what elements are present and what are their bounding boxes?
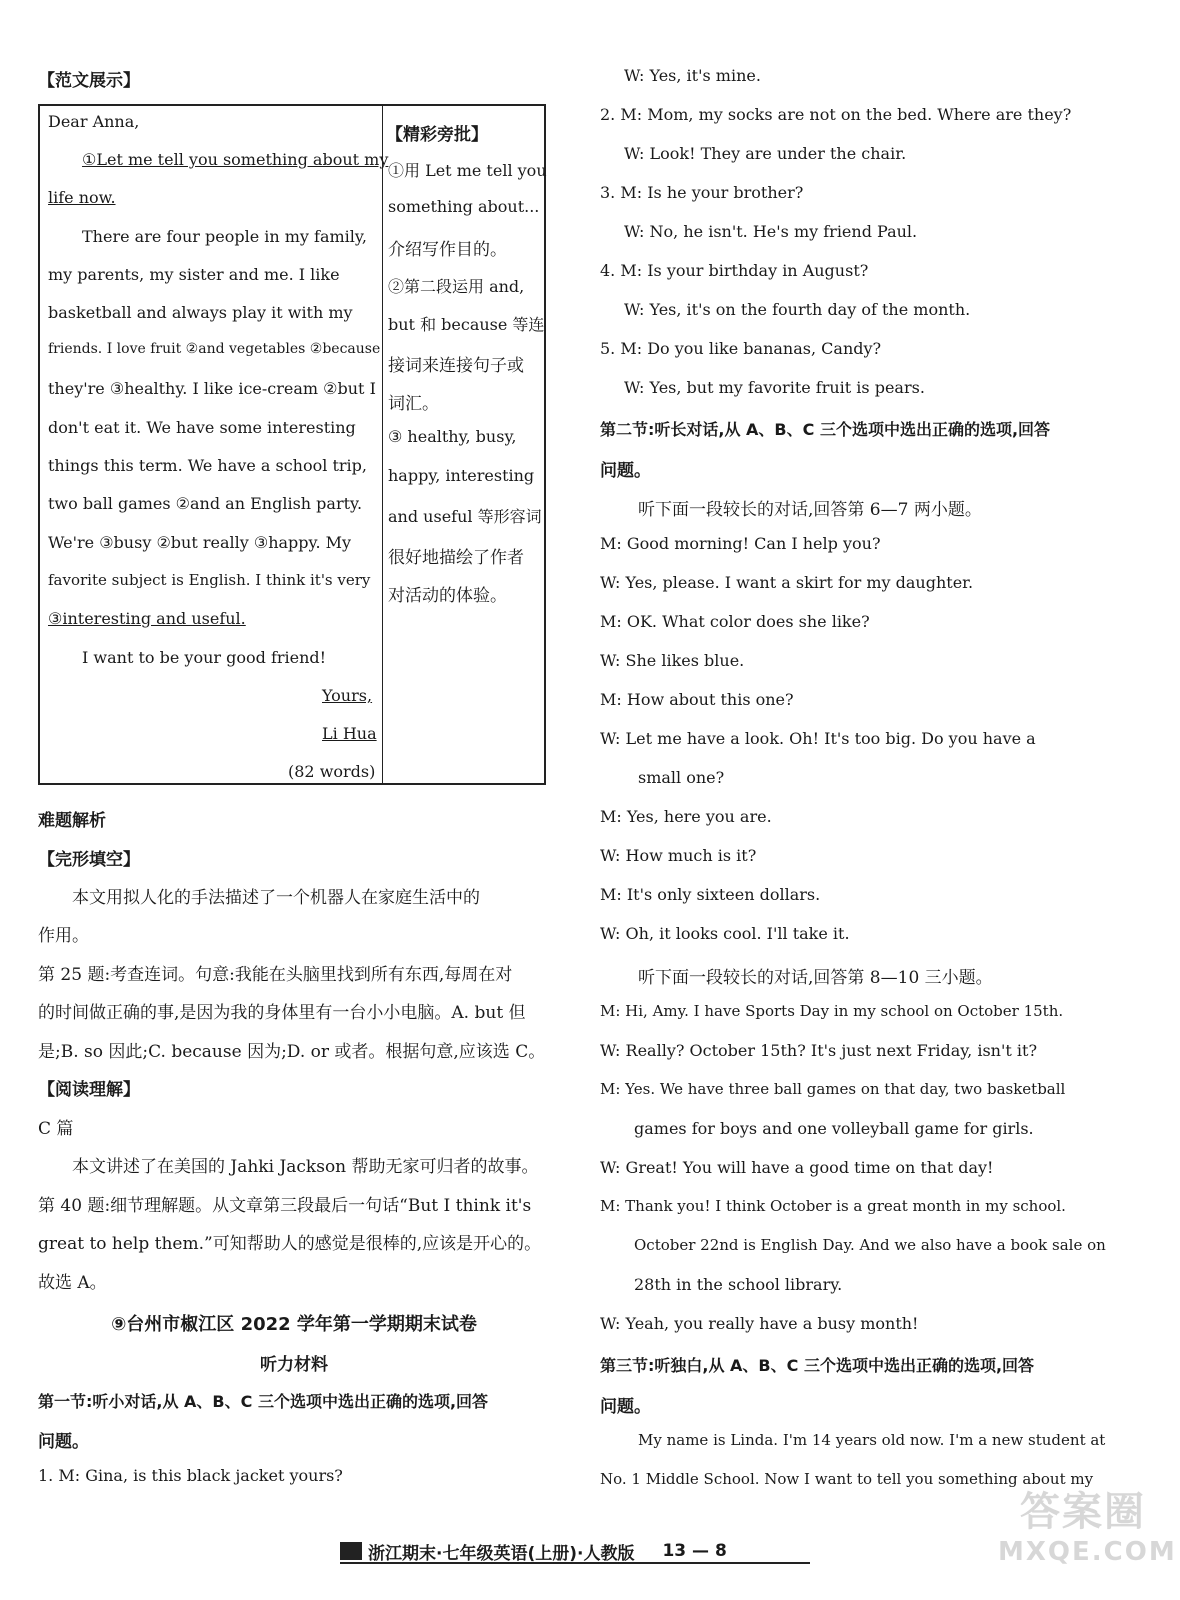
site-watermark	[998, 1480, 1177, 1590]
dialogue-line: small one?	[638, 768, 725, 787]
comment-line: ③ healthy, busy,	[388, 427, 517, 446]
paragraph-line: 故选 A。	[38, 1273, 107, 1293]
dialogue-line: 3. M: Is he your brother?	[600, 183, 804, 202]
paragraph-line: 是;B. so 因此;C. because 因为;D. or 或者。根据句意,应该选 C。	[38, 1042, 546, 1062]
dialogue-line: M: How about this one?	[600, 690, 794, 709]
letter-line: friends. I love fruit ②and vegetables ②because	[48, 341, 381, 357]
part-label: C 篇	[38, 1119, 74, 1139]
letter-signature: Li Hua	[322, 724, 377, 743]
comment-line: happy, interesting	[388, 466, 535, 485]
monologue-line: No. 1 Middle School. Now I want to tell you something about my	[600, 1470, 1094, 1488]
dialogue-line: games for boys and one volleyball game for girls.	[634, 1119, 1034, 1138]
book-icon	[340, 1542, 362, 1560]
comment-line: but 和 because 等连	[388, 315, 545, 334]
dialogue-line: W: She likes blue.	[600, 651, 745, 670]
dialogue-intro: 听下面一段较长的对话,回答第 6—7 两小题。	[638, 500, 982, 520]
letter-line: they're ③healthy. I like ice-cream ②but I	[48, 379, 376, 398]
letter-line: basketball and always play it with my	[48, 303, 353, 322]
letter-line: don't eat it. We have some interesting	[48, 418, 356, 437]
dialogue-line: W: Really? October 15th? It's just next Friday, isn't it?	[600, 1041, 1038, 1060]
sample-heading: 【范文展示】	[38, 71, 140, 91]
comment-line: ①用 Let me tell you	[388, 161, 547, 180]
reading-heading: 【阅读理解】	[38, 1080, 140, 1100]
comment-line: 接词来连接句子或	[388, 356, 524, 376]
dialogue-line: 4. M: Is your birthday in August?	[600, 261, 869, 280]
dialogue-line: W: Yeah, you really have a busy month!	[600, 1314, 919, 1333]
comment-line: ②第二段运用 and,	[388, 277, 525, 296]
letter-line: ①Let me tell you something about my	[82, 150, 389, 169]
comment-line: 很好地描绘了作者	[388, 548, 524, 568]
watermark-logo: 答案圈	[1020, 1489, 1146, 1535]
paragraph-line: 的时间做正确的事,是因为我的身体里有一台小小电脑。A. but 但	[38, 1003, 526, 1023]
section-heading: 第一节:听小对话,从 A、B、C 三个选项中选出正确的选项,回答	[38, 1392, 489, 1411]
letter-line: life now.	[48, 188, 116, 207]
dialogue-line: M: Yes, here you are.	[600, 807, 772, 826]
paragraph-line: great to help them.”可知帮助人的感觉是很棒的,应该是开心的。	[38, 1234, 542, 1254]
section-heading: 第三节:听独白,从 A、B、C 三个选项中选出正确的选项,回答	[600, 1356, 1035, 1375]
paragraph-line: 第 25 题:考查连词。句意:我能在头脑里找到所有东西,每周在对	[38, 965, 513, 985]
dialogue-line: W: Yes, it's on the fourth day of the month.	[624, 300, 971, 319]
paragraph-line: 第 40 题:细节理解题。从文章第三段最后一句话“But I think it's	[38, 1196, 532, 1216]
dialogue-line: W: Yes, but my favorite fruit is pears.	[624, 378, 925, 397]
dialogue-line: W: Yes, it's mine.	[624, 66, 761, 85]
box-divider	[382, 106, 383, 783]
letter-greeting: Dear Anna,	[48, 112, 140, 131]
cloze-heading: 【完形填空】	[38, 850, 140, 870]
dialogue-line: October 22nd is English Day. And we also have a book sale on	[634, 1236, 1106, 1254]
dialogue-line: M: Good morning! Can I help you?	[600, 534, 881, 553]
dialogue-line: W: No, he isn't. He's my friend Paul.	[624, 222, 918, 241]
page-footer	[340, 1538, 810, 1564]
page-number: 13 — 8	[662, 1541, 727, 1561]
letter-line: There are four people in my family,	[82, 227, 367, 246]
letter-line: things this term. We have a school trip,	[48, 456, 367, 475]
dialogue-line: 1. M: Gina, is this black jacket yours?	[38, 1466, 343, 1485]
comment-line: and useful 等形容词	[388, 507, 542, 526]
dialogue-line: W: Great! You will have a good time on that day!	[600, 1158, 994, 1177]
letter-line: favorite subject is English. I think it's very	[48, 571, 371, 589]
footer-title: 浙江期末·七年级英语(上册)·人教版	[368, 1543, 635, 1564]
paragraph-line: 本文讲述了在美国的 Jahki Jackson 帮助无家可归者的故事。	[72, 1157, 539, 1177]
letter-line: my parents, my sister and me. I like	[48, 265, 340, 284]
dialogue-line: W: Look! They are under the chair.	[624, 144, 907, 163]
dialogue-line: M: Yes. We have three ball games on that day, two basketball	[600, 1080, 1066, 1098]
sample-essay-box	[38, 104, 546, 785]
comment-line: 词汇。	[388, 394, 439, 414]
dialogue-intro: 听下面一段较长的对话,回答第 8—10 三小题。	[638, 968, 993, 988]
comment-line: 对活动的体验。	[388, 586, 507, 606]
dialogue-line: M: OK. What color does she like?	[600, 612, 870, 631]
exam-title: ⑨台州市椒江区 2022 学年第一学期期末试卷	[111, 1314, 477, 1335]
monologue-line: My name is Linda. I'm 14 years old now. I'm a new student at	[638, 1431, 1106, 1449]
dialogue-line: W: How much is it?	[600, 846, 757, 865]
section-heading: 第二节:听长对话,从 A、B、C 三个选项中选出正确的选项,回答	[600, 420, 1051, 439]
word-count: (82 words)	[288, 762, 376, 781]
dialogue-line: W: Let me have a look. Oh! It's too big. Do you have a	[600, 729, 1036, 748]
comment-title: 【精彩旁批】	[386, 125, 488, 145]
dialogue-line: M: Thank you! I think October is a great month in my school.	[600, 1197, 1066, 1215]
watermark-url: MXQE.COM	[998, 1537, 1177, 1567]
footer-rule	[340, 1562, 810, 1564]
dialogue-line: M: It's only sixteen dollars.	[600, 885, 821, 904]
letter-line: ③interesting and useful.	[48, 609, 246, 628]
section-heading: 问题。	[600, 1397, 651, 1417]
letter-closing: Yours,	[322, 686, 373, 705]
comment-line: something about...	[388, 197, 540, 216]
section-heading: 问题。	[600, 461, 651, 481]
analysis-heading: 难题解析	[38, 811, 106, 831]
dialogue-line: 5. M: Do you like bananas, Candy?	[600, 339, 882, 358]
comment-line: 介绍写作目的。	[388, 240, 507, 260]
section-heading: 问题。	[38, 1432, 89, 1452]
dialogue-line: 2. M: Mom, my socks are not on the bed. Where are they?	[600, 105, 1072, 124]
paragraph-line: 本文用拟人化的手法描述了一个机器人在家庭生活中的	[72, 888, 480, 908]
dialogue-line: W: Yes, please. I want a skirt for my daughter.	[600, 573, 974, 592]
letter-line: I want to be your good friend!	[82, 648, 327, 667]
letter-line: two ball games ②and an English party.	[48, 494, 363, 513]
dialogue-line: 28th in the school library.	[634, 1275, 843, 1294]
dialogue-line: M: Hi, Amy. I have Sports Day in my school on October 15th.	[600, 1002, 1064, 1020]
letter-line: We're ③busy ②but really ③happy. My	[48, 533, 352, 552]
listening-title: 听力材料	[260, 1355, 328, 1375]
dialogue-line: W: Oh, it looks cool. I'll take it.	[600, 924, 850, 943]
paragraph-line: 作用。	[38, 926, 89, 946]
